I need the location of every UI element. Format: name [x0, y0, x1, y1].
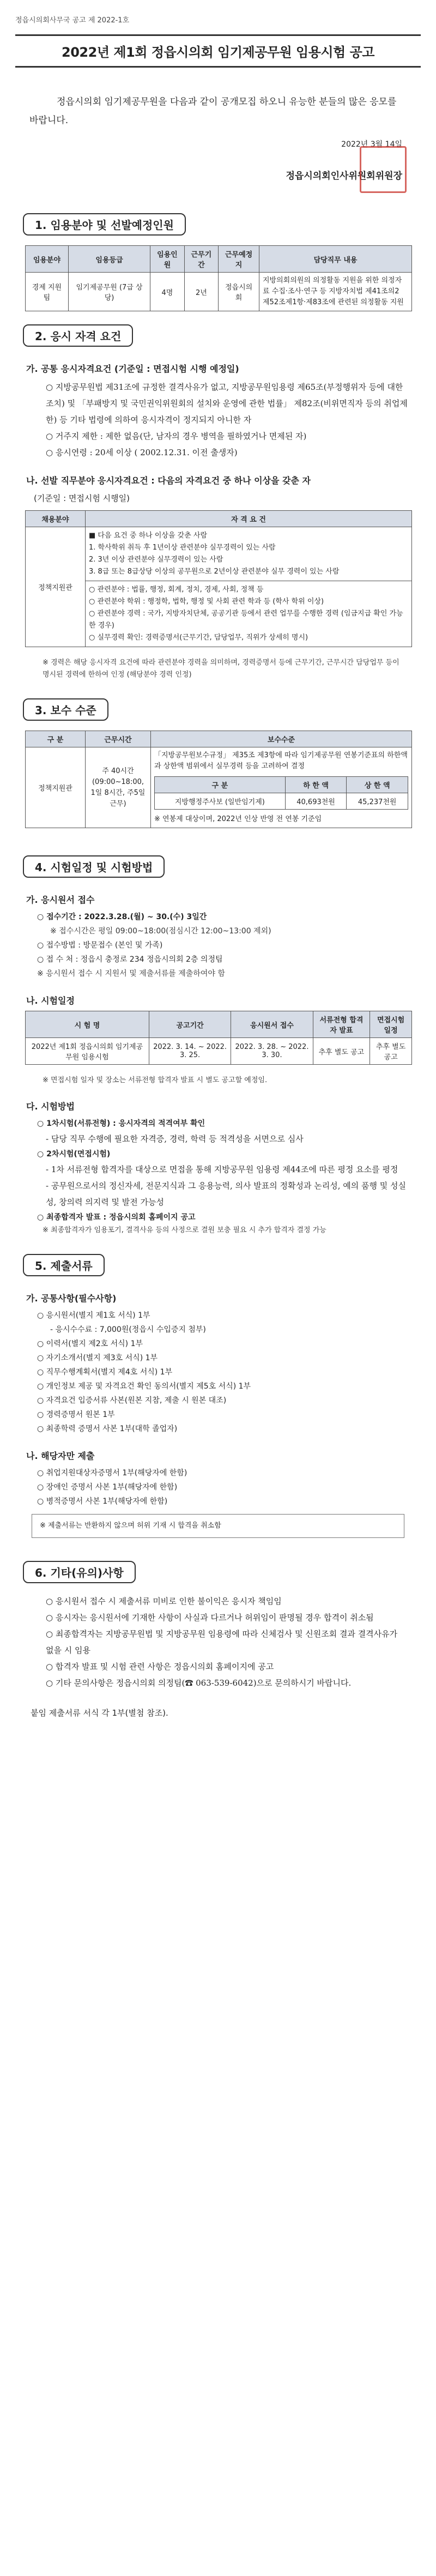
cell-kind: 정책지원관 — [26, 747, 86, 828]
cell-duty: 지방의회의원의 의정활동 지원을 위한 의정자료 수집·조사·연구 등 지방자치법 제41조의2 제52조제1항·제83조에 관련된 의정활동 지원 — [259, 273, 412, 311]
s4-sub-c: 다. 시험방법 — [26, 1101, 75, 1112]
s6-item: ○ 최종합격자는 지방공무원법 및 지방공무원 임용령에 따라 신체검사 및 신원조회 결과 결격사유가 없을 시 임용 — [46, 1629, 398, 1655]
s2-a1: ○ 지방공무원법 제31조에 규정한 결격사유가 없고, 지방공무원임용령 제65조(부정행위자 등에 대한 조치) 및 「부패방지 및 국민권익위원회의 설치와 운영에 관한 법률」 제82조(비위면직자 등의 취업제한) 등 기타 법령에 의하여 응시자격이 정지되지 아니한 자 — [46, 382, 408, 425]
th-hours: 근무시간 — [86, 731, 151, 747]
cell-exam: 2022년 제1회 정읍시의회 임기제공무원 임용시험 — [26, 1038, 149, 1065]
s5-note: ※ 제출서류는 반환하지 않으며 허위 기재 시 합격을 취소함 — [32, 1514, 404, 1538]
cell-qual-1: ■ 다음 요건 중 하나 이상을 갖춘 사람 1. 학사학위 취득 후 1년이상 관련분야 실무경력이 있는 사람 2. 3년 이상 관련분야 실무경력이 있는 사람 3. 8급 또는 8급상당 이상의 공무원으로 2년이상 관련분야 실무 경력이 있는 사람 — [86, 527, 412, 581]
th-period: 근무기간 — [184, 246, 218, 273]
s4-sub-b: 나. 시험일정 — [26, 996, 75, 1006]
s4-c2a: - 1차 서류전형 합격자를 대상으로 면접을 통해 지방공무원 임용령 제44조에 따른 평정 요소를 평정 — [46, 1165, 398, 1174]
s2-sub-a: 가. 공통 응시자격요건 (기준일 : 면접시험 시행 예정일) — [26, 364, 239, 374]
s5-sub-a: 가. 공통사항(필수사항) — [26, 1293, 117, 1304]
th-count: 임용인원 — [150, 246, 184, 273]
s5-item: - 응시수수료 : 7,000원(정읍시 수입증지 첨부) — [50, 1325, 206, 1334]
s2-b-note: (기준일 : 면접시험 시행일) — [34, 493, 130, 503]
s4-c2b: - 공무원으로서의 정신자세, 전문지식과 그 응용능력, 의사 발표의 정확성과 논리성, 예의 품행 및 성실성, 창의력 의지력 및 발전 가능성 — [46, 1181, 406, 1207]
s2-table-wrap — [15, 510, 421, 647]
cell-grade: 임기제공무원 (7급 상당) — [68, 273, 150, 311]
cell-doc-result: 추후 별도 공고 — [313, 1038, 370, 1065]
th-exam: 시 험 명 — [26, 1011, 149, 1038]
s4-c3a: ※ 최종합격자가 임용포기, 결격사유 등의 사정으로 결원 보충 필요 시 추가 합격자 결정 가능 — [43, 1226, 326, 1234]
qualification-table — [25, 510, 412, 647]
s2-foot: ※ 경력은 해당 응시자격 요건에 따라 관련분야 경력을 의미하며, 경력증명서 등에 근무기간, 근무시간 담당업무 등이 명시된 경력에 한하여 인정 (해당분야 경력 인정) — [43, 659, 399, 679]
th-recruit: 채용분야 — [26, 511, 86, 527]
s4-a3: ○ 접 수 처 : 정읍시 충정로 234 정읍시의회 2층 의정팀 — [37, 955, 223, 964]
th-notice: 공고기간 — [149, 1011, 231, 1038]
s5-item: ○ 개인정보 제공 및 자격요건 확인 동의서(별지 제5호 서식) 1부 — [37, 1382, 251, 1391]
official-seal — [360, 146, 407, 193]
s2-a2: ○ 거주지 제한 : 제한 없음(단, 남자의 경우 병역을 필하였거나 면제된 자) — [46, 431, 307, 441]
s4-b-note: ※ 면접시험 일자 및 장소는 서류전형 합격자 발표 시 별도 공고할 예정임. — [43, 1076, 268, 1084]
s5-item: ○ 자격요건 입증서류 사본(원본 지참, 제출 시 원본 대조) — [37, 1396, 227, 1405]
s5-item: ○ 직무수행계획서(별지 제4호 서식) 1부 — [37, 1368, 173, 1377]
s4-c2: ○ 2차시험(면접시험) — [37, 1150, 111, 1159]
cell-pay-kind: 지방행정주사보 (일반임기제) — [155, 793, 286, 810]
s5-b-item: ○ 취업지원대상자증명서 1부(해당자에 한함) — [37, 1469, 187, 1477]
cell-recruit: 정책지원관 — [26, 527, 86, 647]
s5-item: ○ 자기소개서(별지 제3호 서식) 1부 — [37, 1354, 158, 1362]
notice-date: 2022년 3월 14일 — [341, 140, 402, 149]
th-apply: 응시원서 접수 — [231, 1011, 313, 1038]
s2-sub-b: 나. 선발 직무분야 응시자격요건 : 다음의 자격요건 중 하나 이상을 갖춘 자 — [26, 475, 311, 486]
th-grade: 임용등급 — [68, 246, 150, 273]
cell-pay-max: 45,237천원 — [347, 793, 408, 810]
title-box — [15, 34, 421, 68]
s4-a1: ○ 접수기간 : 2022.3.28.(월) ~ 30.(수) 3일간 — [37, 913, 207, 921]
notice-ref: 정읍시의회사무국 공고 제 2022-1호 — [15, 16, 130, 25]
cell-pay-min: 40,693천원 — [285, 793, 347, 810]
s4-a2: ○ 접수방법 : 방문접수 (본인 및 가족) — [37, 941, 163, 950]
section-6-heading: 6. 기타(유의)사항 — [23, 1561, 136, 1583]
intro-text: 정읍시의회 임기제공무원을 다음과 같이 공개모집 하오니 유능한 분들의 많은 응모를 바랍니다. — [29, 96, 397, 126]
cell-apply: 2022. 3. 28. ~ 2022. 3. 30. — [231, 1038, 313, 1065]
s3-table-wrap — [15, 731, 421, 828]
cell-interview: 추후 별도 공고 — [370, 1038, 412, 1065]
cell-period: 2년 — [184, 273, 218, 311]
appointment-table — [25, 245, 412, 311]
cell-count: 4명 — [150, 273, 184, 311]
th-field: 임용분야 — [26, 246, 69, 273]
th-pay: 보수수준 — [151, 731, 412, 747]
s5-item: ○ 최종학력 증명서 사본 1부(대학 졸업자) — [37, 1425, 178, 1433]
cell-pay — [151, 747, 412, 828]
s6-item: ○ 기타 문의사항은 정읍시의회 의정팀(☎ 063-539-6042)으로 문의하시기 바랍니다. — [46, 1678, 352, 1688]
s5-b-item: ○ 장애인 증명서 사본 1부(해당자에 한함) — [37, 1483, 178, 1492]
cell-field: 경제 지원팀 — [26, 273, 69, 311]
page-title: 2022년 제1회 정읍시의회 임기제공무원 임용시험 공고 — [62, 45, 374, 60]
s5-sub-b: 나. 해당자만 제출 — [26, 1451, 95, 1461]
s4-table-wrap — [15, 1011, 421, 1065]
th-pay-kind: 구 분 — [155, 777, 286, 793]
s6-item: ○ 응시원서 접수 시 제출서류 미비로 인한 불이익은 응시자 책임임 — [46, 1596, 282, 1606]
s4-c3: ○ 최종합격자 발표 : 정읍시의회 홈페이지 공고 — [37, 1213, 196, 1222]
cell-qual-2: ○ 관련분야 : 법률, 행정, 회계, 정치, 경제, 사회, 정책 등 ○ 관련분야 학위 : 행정학, 법학, 행정 및 사회 관련 학과 등 (학사 학위 이상) ○ 관련분야 경력 : 국가, 지방자치단체, 공공기관 등에서 관련 업무를 수행한 경력 (임금지급 확인 가능한 경우) ○ 실무경력 확인: 경력증명서(근무기간, 담당업무, 직위가 상세히 명시) — [86, 581, 412, 647]
section-1-table-wrap — [15, 245, 421, 311]
th-doc-result: 서류전형 합격자 발표 — [313, 1011, 370, 1038]
s5-item: ○ 이력서(별지 제2호 서식) 1부 — [37, 1340, 143, 1348]
th-interview: 면접시험 일정 — [370, 1011, 412, 1038]
s4-c1: ○ 1차시험(서류전형) : 응시자격의 적격여부 확인 — [37, 1119, 205, 1128]
issuer: 정읍시의회인사위원회위원장 — [286, 171, 402, 182]
s4-a4: ※ 응시원서 접수 시 지원서 및 제출서류를 제출하여야 함 — [37, 969, 225, 978]
pay-table — [25, 731, 412, 828]
cell-place: 정읍시의회 — [219, 273, 259, 311]
section-2-heading: 2. 응시 자격 요건 — [23, 324, 133, 347]
s4-c1a: - 담당 직무 수행에 필요한 자격증, 경력, 학력 등 적격성을 서면으로 심사 — [46, 1134, 304, 1144]
th-pay-min: 하 한 액 — [285, 777, 347, 793]
th-pay-max: 상 한 액 — [347, 777, 408, 793]
s2-a3: ○ 응시연령 : 20세 이상 ( 2002.12.31. 이전 출생자) — [46, 448, 238, 457]
attachment-note: 붙임 제출서류 서식 각 1부(별첨 참조). — [31, 1708, 168, 1718]
s5-item: ○ 경력증명서 원본 1부 — [37, 1410, 115, 1419]
s5-b-item: ○ 병적증명서 사본 1부(해당자에 한함) — [37, 1497, 168, 1506]
th-qual: 자 격 요 건 — [86, 511, 412, 527]
s6-item: ○ 합격자 발표 및 시험 관련 사항은 정읍시의회 홈페이지에 공고 — [46, 1662, 274, 1672]
th-place: 근무예정지 — [219, 246, 259, 273]
pay-range-table — [154, 776, 408, 810]
s5-item: ○ 응시원서(별지 제1호 서식) 1부 — [37, 1311, 150, 1320]
s4-sub-a: 가. 응시원서 접수 — [26, 895, 95, 905]
th-kind: 구 분 — [26, 731, 86, 747]
section-4-heading: 4. 시험일정 및 시험방법 — [23, 855, 165, 878]
th-duty: 담당직무 내용 — [259, 246, 412, 273]
s6-item: ○ 응시자는 응시원서에 기재한 사항이 사실과 다르거나 허위임이 판명될 경우 합격이 취소됨 — [46, 1613, 374, 1622]
cell-hours: 주 40시간 (09:00~18:00, 1일 8시간, 주5일 근무) — [86, 747, 151, 828]
s4-a1n: ※ 접수시간은 평일 09:00~18:00(점심시간 12:00~13:00 제외) — [50, 927, 271, 936]
cell-notice: 2022. 3. 14. ~ 2022. 3. 25. — [149, 1038, 231, 1065]
schedule-table — [25, 1011, 412, 1065]
section-5-heading: 5. 제출서류 — [23, 1254, 105, 1276]
section-3-heading: 3. 보수 수준 — [23, 698, 108, 721]
pay-note: ※ 연봉제 대상이며, 2022년 인상 반영 전 연봉 기준임 — [154, 815, 322, 823]
section-1-heading: 1. 임용분야 및 선발예정인원 — [23, 213, 186, 236]
pay-text: 「지방공무원보수규정」 제35조 제3항에 따라 임기제공무원 연봉기준표의 하한액과 상한액 범위에서 실무경력 등을 고려하여 결정 — [154, 751, 408, 770]
